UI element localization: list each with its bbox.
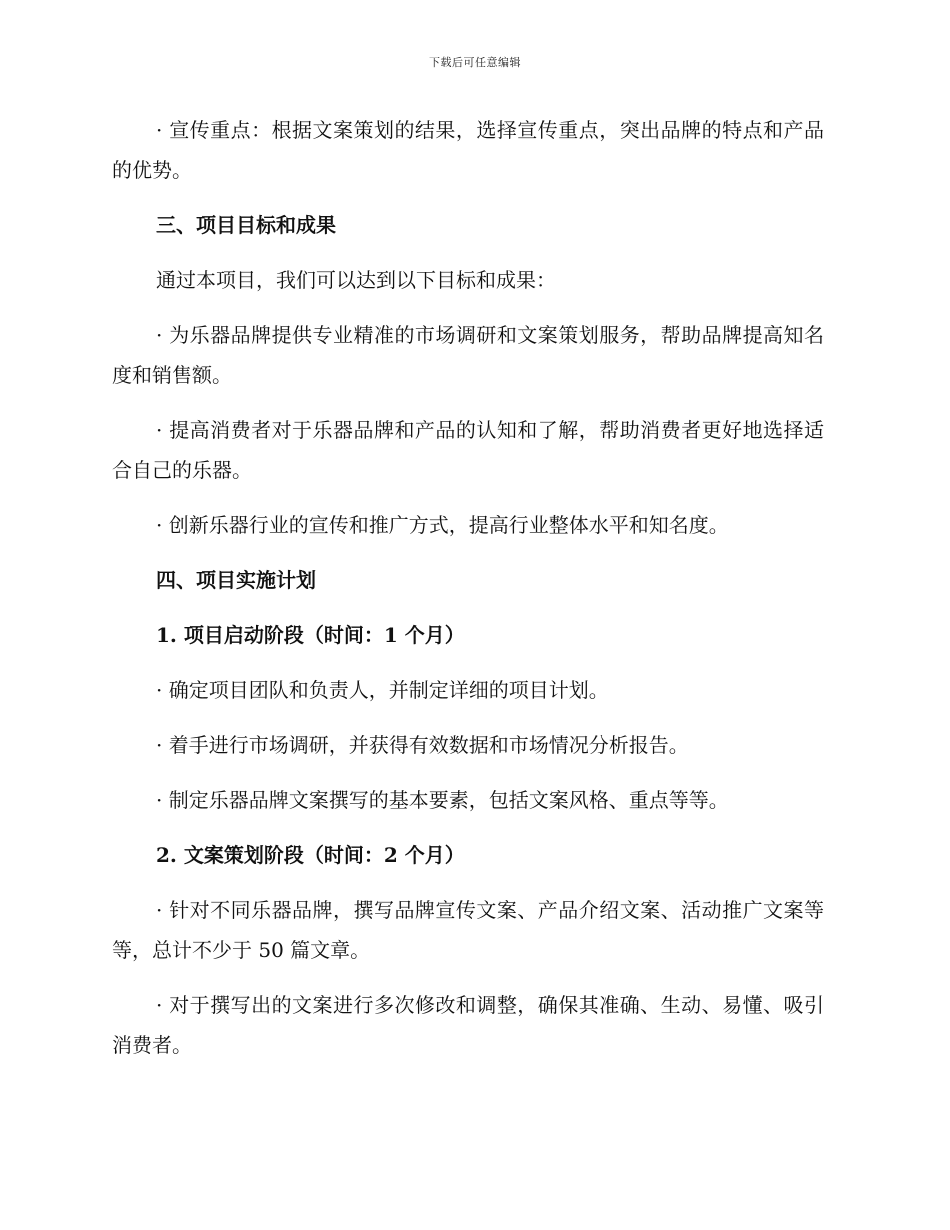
- paragraph-phase1-item-2: · 着手进行市场调研，并获得有效数据和市场情况分析报告。: [156, 733, 689, 757]
- paragraph-phase1-item-3: · 制定乐器品牌文案撰写的基本要素，包括文案风格、重点等等。: [156, 788, 729, 812]
- subheading-phase-1: 1. 项目启动阶段（时间：1 个月）: [156, 623, 465, 647]
- paragraph-goal-3: · 创新乐器行业的宣传和推广方式，提高行业整体水平和知名度。: [156, 513, 729, 537]
- paragraph-promotion-focus: · 宣传重点：根据文案策划的结果，选择宣传重点，突出品牌的特点和产品的优势。: [112, 118, 824, 182]
- section-heading-plan: 四、项目实施计划: [156, 568, 316, 592]
- paragraph-goal-2: · 提高消费者对于乐器品牌和产品的认知和了解，帮助消费者更好地选择适合自己的乐器。: [112, 418, 824, 482]
- paragraph-goal-1: · 为乐器品牌提供专业精准的市场调研和文案策划服务，帮助品牌提高知名度和销售额。: [112, 323, 824, 387]
- paragraph-phase2-item-1: · 针对不同乐器品牌，撰写品牌宣传文案、产品介绍文案、活动推广文案等等，总计不少于 50 篇文章。: [112, 898, 824, 962]
- paragraph-phase1-item-1: · 确定项目团队和负责人，并制定详细的项目计划。: [156, 678, 609, 702]
- section-heading-goals: 三、项目目标和成果: [156, 213, 336, 237]
- page-header: 下载后可任意编辑: [429, 56, 521, 69]
- paragraph-phase2-item-2: · 对于撰写出的文案进行多次修改和调整，确保其准确、生动、易懂、吸引消费者。: [112, 993, 824, 1057]
- subheading-phase-2: 2. 文案策划阶段（时间：2 个月）: [156, 843, 465, 867]
- paragraph-goals-intro: 通过本项目，我们可以达到以下目标和成果：: [156, 268, 556, 292]
- document-body: [112, 110, 824, 1080]
